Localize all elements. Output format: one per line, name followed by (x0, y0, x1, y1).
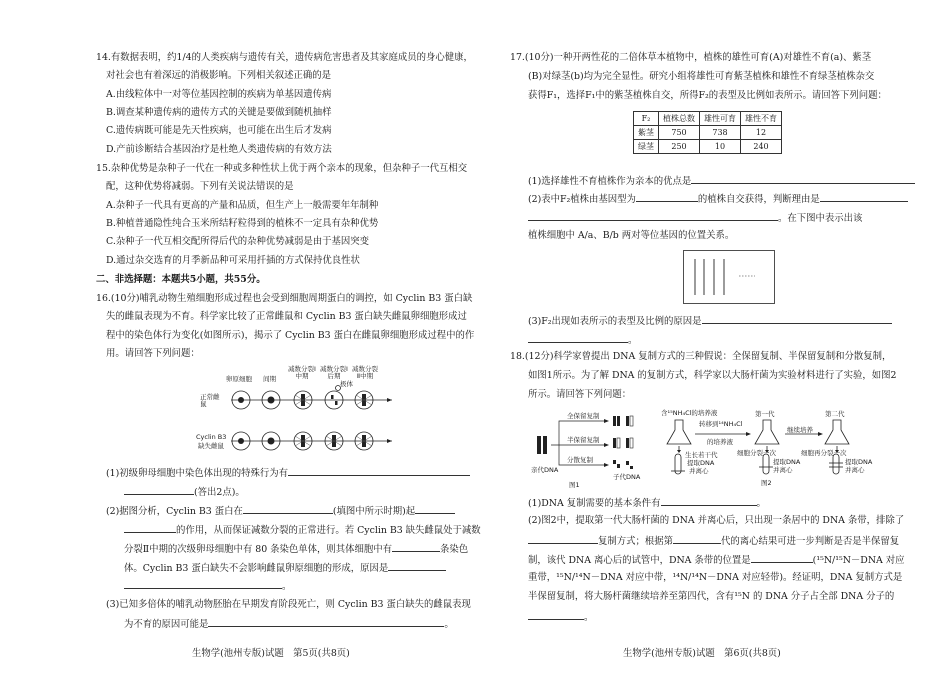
q16-sub2-text-b: (填图中所示时期)起 (332, 506, 416, 517)
page-footer-right: 生物学(池州专版)试题 第6页(共8页) (623, 648, 781, 659)
answer-blank[interactable] (751, 553, 813, 563)
q17-sub2-text-a: (2)表中F₂植株由基因型为 (528, 194, 636, 205)
q17-sub3-line1 (528, 314, 892, 328)
row-mutant-label-2: 缺失雌鼠 (198, 442, 224, 450)
q16-sub2-line1 (106, 504, 455, 518)
q14-option-a: A.由线粒体中一对等位基因控制的疾病为单基因遗传病 (106, 89, 332, 100)
q16-sub1-text: (1)初级卵母细胞中染色体出现的特殊行为有 (106, 468, 289, 479)
table-header-cell: 雄性不育 (741, 112, 782, 126)
q16-stem-line1: 16.(10分)哺乳动物生殖细胞形成过程也会受到细胞周期蛋白的调控，如 Cyclin B3 蛋白缺 (96, 293, 473, 304)
section-heading: 二、非选择题：本题共5小题，共55分。 (96, 274, 266, 285)
table-header-cell: 雄性可育 (700, 112, 741, 126)
q18-sub2-line5: 半保留复制，将大肠杆菌继续培养至第四代，含有¹⁵N 的 DNA 分子占全部 DNA 分子的 (528, 591, 895, 602)
q16-sub3-end: 。 (444, 619, 454, 630)
answer-blank[interactable] (392, 542, 440, 552)
cell-chromosome-diagram[interactable] (683, 250, 775, 304)
q18-sub2-text-b: 复制方式；根据第 (598, 536, 674, 547)
q18-stem-line2: 如图1所示。为了解 DNA 的复制方式，科学家以大肠杆菌为实验材料进行了实验，如图2 (528, 370, 897, 381)
model-semiconservative-label: 半保留复制 (567, 436, 600, 444)
q17-stem-line3: 获得F₁，选择F₁中的紫茎植株自交，所得F₂的表型及比例如表所示。请回答下列问题： (528, 90, 887, 101)
q18-sub2-line3 (528, 553, 905, 567)
divide-again-label: 细胞再分裂一次 (801, 449, 847, 457)
row-normal-label: 正常雌鼠 (200, 393, 220, 408)
q14-stem-line1: 14.有数据表明，约1/4的人类疾病与遗传有关，遗传病危害患者及其家庭成员的身心健康， (96, 52, 473, 63)
figure-1-replication-models (529, 408, 655, 488)
q18-stem-line3: 所示。请回答下列问题： (528, 389, 632, 400)
q17-sub3-end: 。 (628, 335, 638, 346)
centrifuge-label-a: 并离心 (689, 467, 709, 475)
q17-sub2-line2 (528, 211, 862, 225)
q16-sub2-text-c: 的作用，从而保证减数分裂的正常进行。若 Cyclin B3 缺失雌鼠处于减数 (176, 525, 481, 536)
q16-sub1-line2 (124, 485, 245, 499)
grow-generations-label: 生长若干代 (685, 451, 718, 459)
model-conservative-label: 全保留复制 (567, 412, 600, 420)
q16-sub3-line2 (124, 617, 454, 631)
generation-1-label: 第一代 (755, 410, 775, 418)
table-cell: 绿茎 (634, 140, 659, 154)
q16-sub2-line3 (124, 542, 468, 556)
generation-2-label: 第二代 (825, 410, 845, 418)
table-row (634, 126, 782, 140)
continue-culture-label: 继续培养 (787, 426, 813, 434)
q16-sub2-line5 (124, 579, 291, 593)
extract-dna-label-b: 提取DNA (773, 458, 801, 466)
q16-sub3-line1: (3)已知多倍体的哺乳动物胚胎在早期发育阶段死亡，则 Cyclin B3 蛋白缺失的雌鼠表现 (106, 599, 471, 610)
q17-stem-line2: (B)对绿茎(b)均为完全显性。研究小组将雄性可育紫茎植株和雄性不育绿茎植株杂交 (528, 71, 875, 82)
q17-sub1 (528, 174, 915, 188)
q15-stem-line2: 配，这种优势将减弱。下列有关说法错误的是 (106, 181, 294, 192)
q18-sub1-end: 。 (756, 498, 766, 509)
answer-blank[interactable] (528, 534, 598, 544)
parent-dna-label: 亲代DNA (531, 466, 559, 474)
stage-m2-metaphase-label: 减数分裂Ⅱ中期 (352, 365, 378, 380)
q16-sub2-text-e: 条染色 (440, 544, 469, 555)
table-row (634, 112, 782, 126)
q15-option-b: B.种植普通隐性纯合玉米所结籽粒得到的植株不一定具有杂种优势 (106, 218, 379, 229)
table-cell: 12 (741, 126, 782, 140)
q18-sub2-line4: 重带，¹⁵N/¹⁴N－DNA 对应中带，¹⁴N/¹⁴N－DNA 对应轻带)。经证明，DNA 复制方式是 (528, 572, 903, 583)
q16-sub1-tail: (答出2点)。 (194, 487, 245, 498)
polar-body-label: 极体 (340, 380, 353, 388)
q17-sub3-text: (3)F₂出现如表所示的表型及比例的原因是 (528, 316, 702, 327)
answer-blank[interactable] (702, 314, 892, 324)
table-cell: 750 (659, 126, 700, 140)
q17-sub2-text-c: 。在下图中表示出该 (778, 213, 863, 224)
q18-sub2-line6 (528, 610, 593, 624)
table-header-cell: F₂ (634, 112, 659, 126)
extract-dna-label-c: 提取DNA (845, 458, 873, 466)
q18-sub2-end: 。 (584, 612, 594, 623)
table-cell: 250 (659, 140, 700, 154)
q17-sub2-text-b: 的植株自交获得，判断理由是 (697, 194, 820, 205)
stage-interphase-label: 间期 (263, 375, 276, 383)
transfer-label-1: 转移到¹⁴NH₄Cl (699, 420, 743, 428)
q16-stem-line4: 用。请回答下列问题： (106, 348, 200, 359)
q18-sub2-line2 (528, 534, 899, 548)
q18-sub2-text-c: 代的离心结果可进一步判断是否是半保留复 (721, 536, 900, 547)
answer-blank[interactable] (124, 579, 282, 589)
answer-blank[interactable] (820, 192, 908, 202)
divide-once-label: 细胞分裂一次 (737, 449, 776, 457)
answer-blank[interactable] (415, 504, 455, 514)
experiment-diagram (661, 406, 891, 488)
answer-blank[interactable] (636, 192, 698, 202)
answer-blank[interactable] (528, 211, 778, 221)
q15-option-a: A.杂种子一代具有更高的产量和品质，但生产上一般需要年年制种 (106, 200, 379, 211)
right-page (475, 0, 950, 688)
q16-figure (196, 364, 396, 458)
row-mutant-label-1: Cyclin B3 (196, 433, 227, 441)
q15-option-d: D.通过杂交选育的月季新品种可采用扦插的方式保持优良性状 (106, 255, 360, 266)
q16-sub2-text-f: 体。Cyclin B3 蛋白缺失不会影响雌鼠卵原细胞的形成，原因是 (124, 563, 389, 574)
q16-sub2-text-d: 分裂Ⅱ中期的次级卵母细胞中有 80 条染色单体，则其体细胞中有 (124, 544, 393, 555)
stage-m1-metaphase-label: 减数分裂Ⅰ中期 (288, 365, 316, 380)
q14-option-b: B.调查某种遗传病的遗传方式的关键是要做到随机抽样 (106, 107, 332, 118)
model-dispersive-label: 分散复制 (567, 456, 593, 464)
figure-2-title: 图2 (761, 479, 772, 487)
f2-table (633, 111, 782, 154)
q16-stem-line3: 程中的染色体行为变化(如图所示)，揭示了 Cyclin B3 蛋白在雌鼠卵细胞形成过程中的作 (106, 330, 475, 341)
q15-option-c: C.杂种子一代互相交配所得后代的杂种优势减弱是由于基因突变 (106, 236, 369, 247)
answer-blank[interactable] (528, 610, 584, 620)
centrifuge-label-b: 并离心 (773, 466, 793, 474)
q17-sub1-text: (1)选择雄性不育植株作为亲本的优点是 (528, 176, 692, 187)
q14-stem-line2: 对社会也有着深远的消极影响。下列相关叙述正确的是 (106, 70, 332, 81)
q17-stem-line1: 17.(10分)一种开两性花的二倍体草本植物中，植株的雄性可育(A)对雄性不育(a)、紫茎 (510, 52, 872, 63)
q16-sub2-line2 (124, 523, 481, 537)
q14-option-d: D.产前诊断结合基因治疗是杜绝人类遗传病的有效方法 (106, 144, 332, 155)
figure-2-experiment (661, 406, 891, 488)
q16-sub2-end: 。 (282, 581, 292, 592)
answer-blank[interactable] (288, 466, 470, 476)
q16-sub1-line1 (106, 466, 470, 480)
q15-stem-line1: 15.杂种优势是杂种子一代在一种或多种性状上优于两个亲本的现象，但杂种子一代互相交 (96, 163, 468, 174)
answer-blank[interactable] (528, 333, 628, 343)
answer-blank[interactable] (124, 485, 194, 495)
q17-sub2-line1 (528, 192, 908, 206)
table-header-cell: 植株总数 (659, 112, 700, 126)
extract-dna-label-a: 提取DNA (687, 459, 715, 467)
transfer-label-2: 的培养液 (707, 438, 733, 446)
figure-1-title: 图1 (569, 481, 580, 489)
q16-sub3-text: 为不育的原因可能是 (124, 619, 209, 630)
answer-blank[interactable] (208, 617, 444, 627)
chromosome-figure (683, 250, 775, 304)
q18-sub1-text: (1)DNA 复制需要的基本条件有 (528, 498, 661, 509)
answer-blank[interactable] (124, 523, 176, 533)
answer-blank[interactable] (243, 504, 333, 514)
medium-15n-label: 含¹⁵NH₄Cl的培养液 (661, 409, 718, 417)
q14-option-c: C.遗传病既可能是先天性疾病，也可能在出生后才发病 (106, 125, 332, 136)
page-footer-left: 生物学(池州专版)试题 第5页(共8页) (192, 648, 350, 659)
answer-blank[interactable] (661, 496, 757, 506)
q18-sub2-text-d: 制，该代 DNA 离心后的试管中，DNA 条带的位置是 (528, 555, 751, 566)
table-cell: 240 (741, 140, 782, 154)
answer-blank[interactable] (691, 174, 915, 184)
q17-sub2-line3: 植株细胞中 A/a、B/b 两对等位基因的位置关系。 (528, 230, 735, 241)
q16-stem-line2: 失的雌鼠表现为不育。科学家比较了正常雌鼠和 Cyclin B3 蛋白缺失雌鼠卵细胞形成过 (106, 311, 467, 322)
q18-sub2-line1: (2)图2中，提取第一代大肠杆菌的 DNA 并离心后，只出现一条居中的 DNA 条带，排除了 (528, 515, 905, 526)
q17-sub3-line2 (528, 333, 637, 347)
answer-blank[interactable] (388, 561, 446, 571)
centrifuge-label-c: 并离心 (845, 466, 865, 474)
daughter-dna-label: 子代DNA (613, 473, 641, 481)
table-cell: 738 (700, 126, 741, 140)
table-row (634, 140, 782, 154)
q16-sub2-line4 (124, 561, 446, 575)
stage-m1-anaphase-label: 减数分裂Ⅰ后期 (320, 365, 348, 380)
q18-stem-line1: 18.(12分)科学家曾提出 DNA 复制方式的三种假说：全保留复制、半保留复制和分散复制， (510, 351, 892, 362)
q16-sub2-text-a: (2)据图分析，Cyclin B3 蛋白在 (106, 506, 243, 517)
table-cell: 10 (700, 140, 741, 154)
q18-sub1 (528, 496, 766, 510)
table-cell: 紫茎 (634, 126, 659, 140)
q18-sub2-text-e: (¹⁵N/¹⁵N－DNA 对应 (812, 555, 905, 566)
stage-oogonium-label: 卵原细胞 (226, 375, 252, 383)
answer-blank[interactable] (673, 534, 721, 544)
